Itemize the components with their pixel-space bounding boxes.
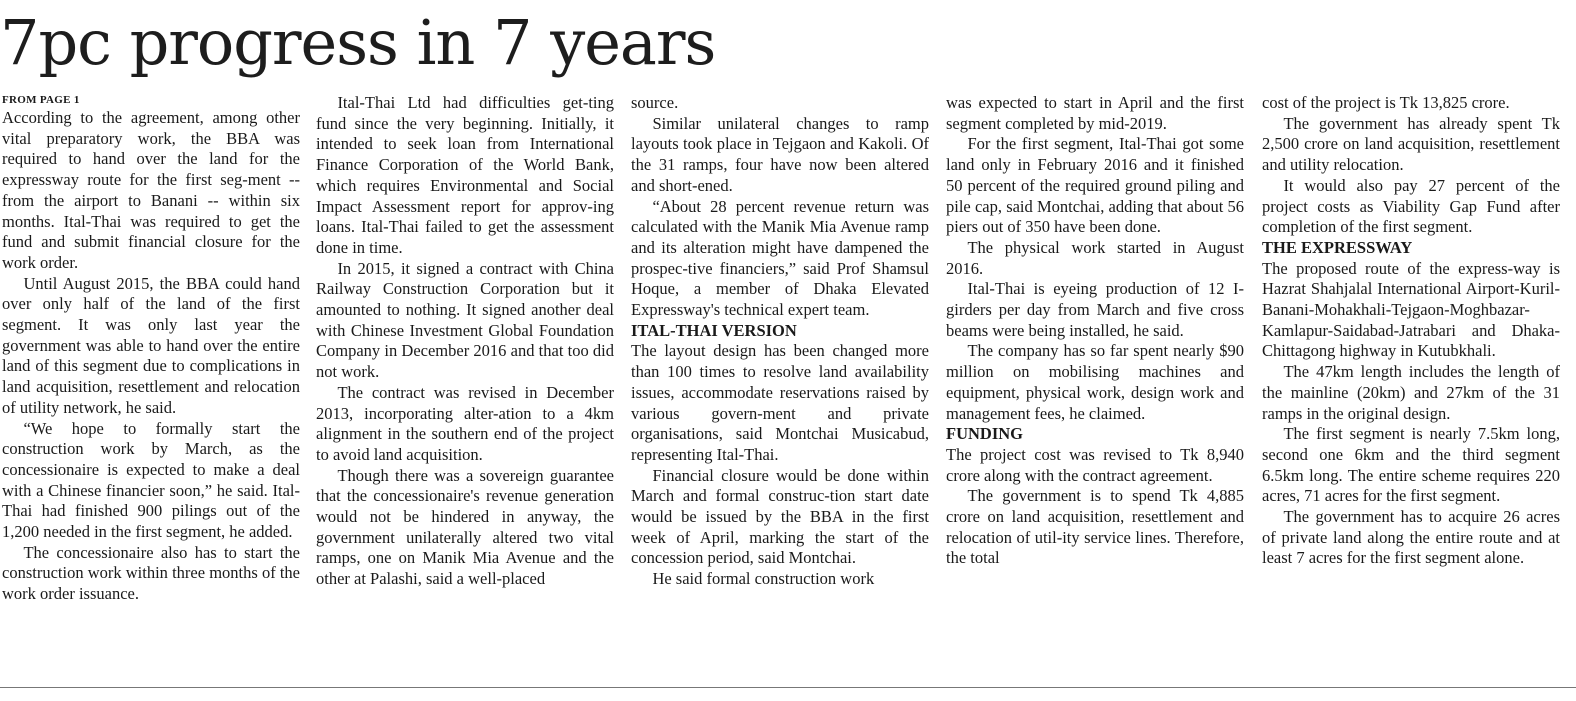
paragraph: Until August 2015, the BBA could hand over only half of the land of the first segment. It was only last year the government was able to hand over the entire land of this segment due to complications in land acquisition, resettlement and relocation of utility network, he said. [2,273,300,417]
paragraph: The physical work started in August 2016. [946,237,1244,278]
subhead-funding: FUNDING [946,424,1023,444]
article-column-4 [946,93,1244,569]
paragraph: It would also pay 27 percent of the project costs as Viability Gap Fund after completion of the first segment. [1262,175,1560,237]
bottom-divider [0,687,1576,688]
paragraph: Similar unilateral changes to ramp layouts took place in Tejgaon and Kakoli. Of the 31 ramps, four have now been altered and short-ened. [631,113,929,195]
headline: 7pc progress in 7 years [0,6,716,79]
paragraph: Ital-Thai Ltd had difficulties get-ting fund since the very beginning. Initially, it intended to seek loan from International Finance Corporation of the World Bank, which requires Environmental and Social Impact Assessment report for approv-ing loans. Ital-Thai failed to get the assessment done in time. [316,93,614,257]
paragraph: Though there was a sovereign guarantee that the concessionaire's revenue generation would not be hindered in anyway, the government unilaterally altered two vital ramps, one on Manik Mia Avenue and the other at Palashi, said a well-placed [316,465,614,589]
paragraph: The proposed route of the express-way is Hazrat Shahjalal International Airport-Kuril-Banani-Mohakhali-Tejgaon-Moghbazar-Kamlapur-Saidabad-Jatrabari and Dhaka-Chittagong highway in Kutubkhali. [1262,258,1560,361]
paragraph: The project cost was revised to Tk 8,940 crore along with the contract agreement. [946,444,1244,485]
article-column-2 [316,93,614,590]
paragraph: He said formal construction work [652,569,875,589]
paragraph: was expected to start in April and the first segment completed by mid-2019. [946,93,1244,133]
paragraph: The government has to acquire 26 acres of private land along the entire route and at least 7 acres for the first segment alone. [1262,507,1560,568]
paragraph: The first segment is nearly 7.5km long, second one 6km and the third segment 6.5km long. The entire scheme requires 220 acres, 71 acres for the first segment. [1262,424,1560,506]
continuation-kicker: FROM PAGE 1 [2,94,80,106]
paragraph: The concessionaire also has to start the construction work within three months of the work order issuance. [2,542,300,604]
paragraph: In 2015, it signed a contract with China Railway Construction Corporation but it amounted to nothing. It signed another deal with Chinese Investment Global Foundation Company in December 2016 and that too did not work. [316,258,614,382]
paragraph: The 47km length includes the length of the mainline (20km) and 27km of the 31 ramps in the original design. [1262,362,1560,423]
paragraph: The government is to spend Tk 4,885 crore on land acquisition, resettlement and relocation of util-ity service lines. Therefore, the total [946,486,1244,568]
paragraph: “We hope to formally start the construction work by March, as the concessionaire is expected to make a deal with a Chinese financier soon,” he said. Ital-Thai had finished 900 pilings out of the 1,200 needed in the first segment, he added. [2,418,300,542]
paragraph: The government has already spent Tk 2,500 crore on land acquisition, resettlement and utility relocation. [1262,113,1560,175]
paragraph: Financial closure would be done within March and formal construc-tion start date would be issued by the BBA in the first week of April, marking the start of the concession period, said Montchai. [631,465,929,568]
paragraph: Ital-Thai is eyeing production of 12 I-girders per day from March and five cross beams were being installed, he said. [946,279,1244,340]
article-column-1 [2,93,300,605]
article-column-5 [1262,93,1560,569]
paragraph: For the first segment, Ital-Thai got some land only in February 2016 and it finished 50 percent of the required ground piling and pile cap, said Montchai, adding that about 56 piers out of 350 have been done. [946,134,1244,237]
subhead-the-expressway: THE EXPRESSWAY [1262,237,1413,257]
subhead-ital-thai-version: ITAL-THAI VERSION [631,320,797,340]
paragraph: cost of the project is Tk 13,825 crore. [1262,93,1510,112]
paragraph: source. [631,93,679,112]
article-column-3 [631,93,929,590]
paragraph: The company has so far spent nearly $90 million on mobilising machines and equipment, physical work, design work and management fees, he claimed. [946,341,1244,423]
paragraph: According to the agreement, among other vital preparatory work, the BBA was required to hand over the land for the expressway route for the first seg-ment -- from the airport to Banani -- within six months. Ital-Thai was required to get the fund and submit financial closure for the work order. [2,108,300,272]
paragraph: The layout design has been changed more than 100 times to resolve land availability issues, accommodate reservations raised by various govern-ment and private organisations, said Montchai Musicabud, representing Ital-Thai. [631,341,929,464]
paragraph: The contract was revised in December 2013, incorporating alter-ation to a 4km alignment in the southern end of the project to avoid land acquisition. [316,382,614,464]
paragraph: “About 28 percent revenue return was calculated with the Manik Mia Avenue ramp and its alteration might have dampened the prospec-tive financiers,” said Prof Shamsul Hoque, a member of Dhaka Elevated Expressway's technical expert team. [631,196,929,320]
